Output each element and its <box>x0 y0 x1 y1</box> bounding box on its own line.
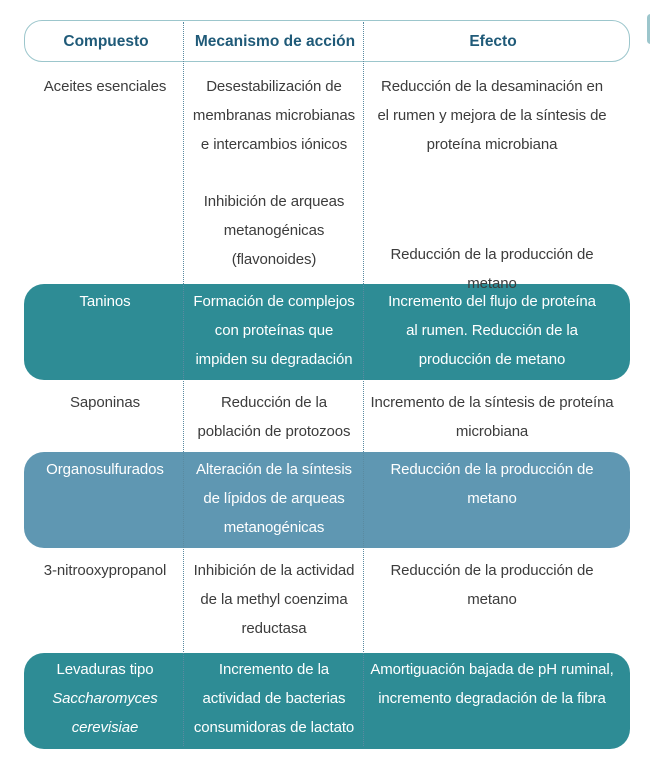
mecanismo-line: Incremento de la <box>218 661 330 678</box>
efecto-line: Reducción de la desaminación en <box>380 78 604 95</box>
mecanismo-line: membranas microbianas <box>192 107 356 124</box>
efecto-cell <box>366 655 618 713</box>
compuesto-text: Aceites esenciales <box>43 78 167 95</box>
mecanismo-cell <box>185 287 363 374</box>
header-mecanismo: Mecanismo de acción <box>194 33 356 50</box>
compuesto-cell <box>30 455 180 484</box>
efecto-line: producción de metano <box>418 351 566 368</box>
mecanismo-line: impiden su degradación <box>195 351 353 368</box>
efecto-cell <box>366 287 618 374</box>
compuesto-cell <box>30 72 180 101</box>
efecto-line: Reducción de la producción de metano <box>390 562 594 608</box>
mecanismo-line: Alteración de la síntesis <box>196 461 352 478</box>
efecto-cell <box>366 388 618 446</box>
mecanismo-line: Reducción de la <box>220 394 328 411</box>
compuesto-line-italic: cerevisiae <box>71 719 139 736</box>
compuesto-line: Levaduras tipo <box>56 661 154 678</box>
mecanismo-line: Inhibición de arqueas <box>203 193 345 210</box>
mecanismo-line: e intercambios iónicos <box>200 136 348 153</box>
mecanismo-cell <box>185 72 363 159</box>
efecto-line: Incremento del flujo de proteína <box>388 293 596 310</box>
efecto-line: proteína microbiana <box>426 136 558 153</box>
header-compuesto: Compuesto <box>63 33 149 50</box>
efecto-line: microbiana <box>455 423 529 440</box>
compuesto-text: 3-nitrooxypropanol <box>43 562 167 579</box>
mecanismo-cell <box>185 388 363 446</box>
efecto-line: Reducción de la producción de metano <box>390 461 594 507</box>
compuesto-text: Saponinas <box>70 394 140 411</box>
compuesto-cell <box>30 287 180 316</box>
mecanismo-line: de la methyl coenzima <box>200 591 348 608</box>
compuesto-line-italic: Saccharomyces <box>52 690 158 707</box>
table-header <box>24 20 630 62</box>
mecanismo-line: de lípidos de arqueas <box>203 490 345 507</box>
mecanismo-line: actividad de bacterias <box>202 690 346 707</box>
mecanismo-cell <box>185 455 363 542</box>
efecto-line: Reducción de la producción de metano <box>390 246 594 292</box>
mecanismo-cell <box>185 556 363 643</box>
efecto-line: al rumen. Reducción de la <box>406 322 578 339</box>
efecto-line: Amortiguación bajada de pH ruminal, <box>370 661 614 678</box>
column-divider-2 <box>363 22 364 746</box>
mecanismo-line: metanogénicas <box>223 222 325 239</box>
efecto-cell <box>366 72 618 159</box>
efecto-cell <box>366 455 618 513</box>
mecanismo-cell <box>185 187 363 274</box>
efecto-line: el rumen y mejora de la síntesis de <box>377 107 607 124</box>
mecanismo-line: consumidoras de lactato <box>193 719 355 736</box>
mecanismo-line: Formación de complejos <box>193 293 355 310</box>
mecanismo-line: con proteínas que <box>214 322 334 339</box>
efecto-line: Incremento de la síntesis de proteína <box>370 394 614 411</box>
mecanismo-line: Desestabilización de <box>206 78 342 95</box>
compuesto-text: Taninos <box>79 293 131 310</box>
compuesto-cell <box>30 388 180 417</box>
mecanismo-line: población de protozoos <box>197 423 351 440</box>
compuesto-cell <box>30 556 180 585</box>
efecto-cell <box>366 556 618 614</box>
mecanismo-line: metanogénicas <box>223 519 325 536</box>
header-efecto: Efecto <box>469 33 517 50</box>
compuesto-cell <box>30 655 180 742</box>
column-divider-1 <box>183 22 184 746</box>
mecanismo-line: Inhibición de la actividad <box>193 562 355 579</box>
compuesto-text: Organosulfurados <box>46 461 164 478</box>
mecanismo-line: (flavonoides) <box>231 251 317 268</box>
efecto-line: incremento degradación de la fibra <box>378 690 606 707</box>
mecanismo-line: reductasa <box>241 620 307 637</box>
mecanismo-cell <box>185 655 363 742</box>
